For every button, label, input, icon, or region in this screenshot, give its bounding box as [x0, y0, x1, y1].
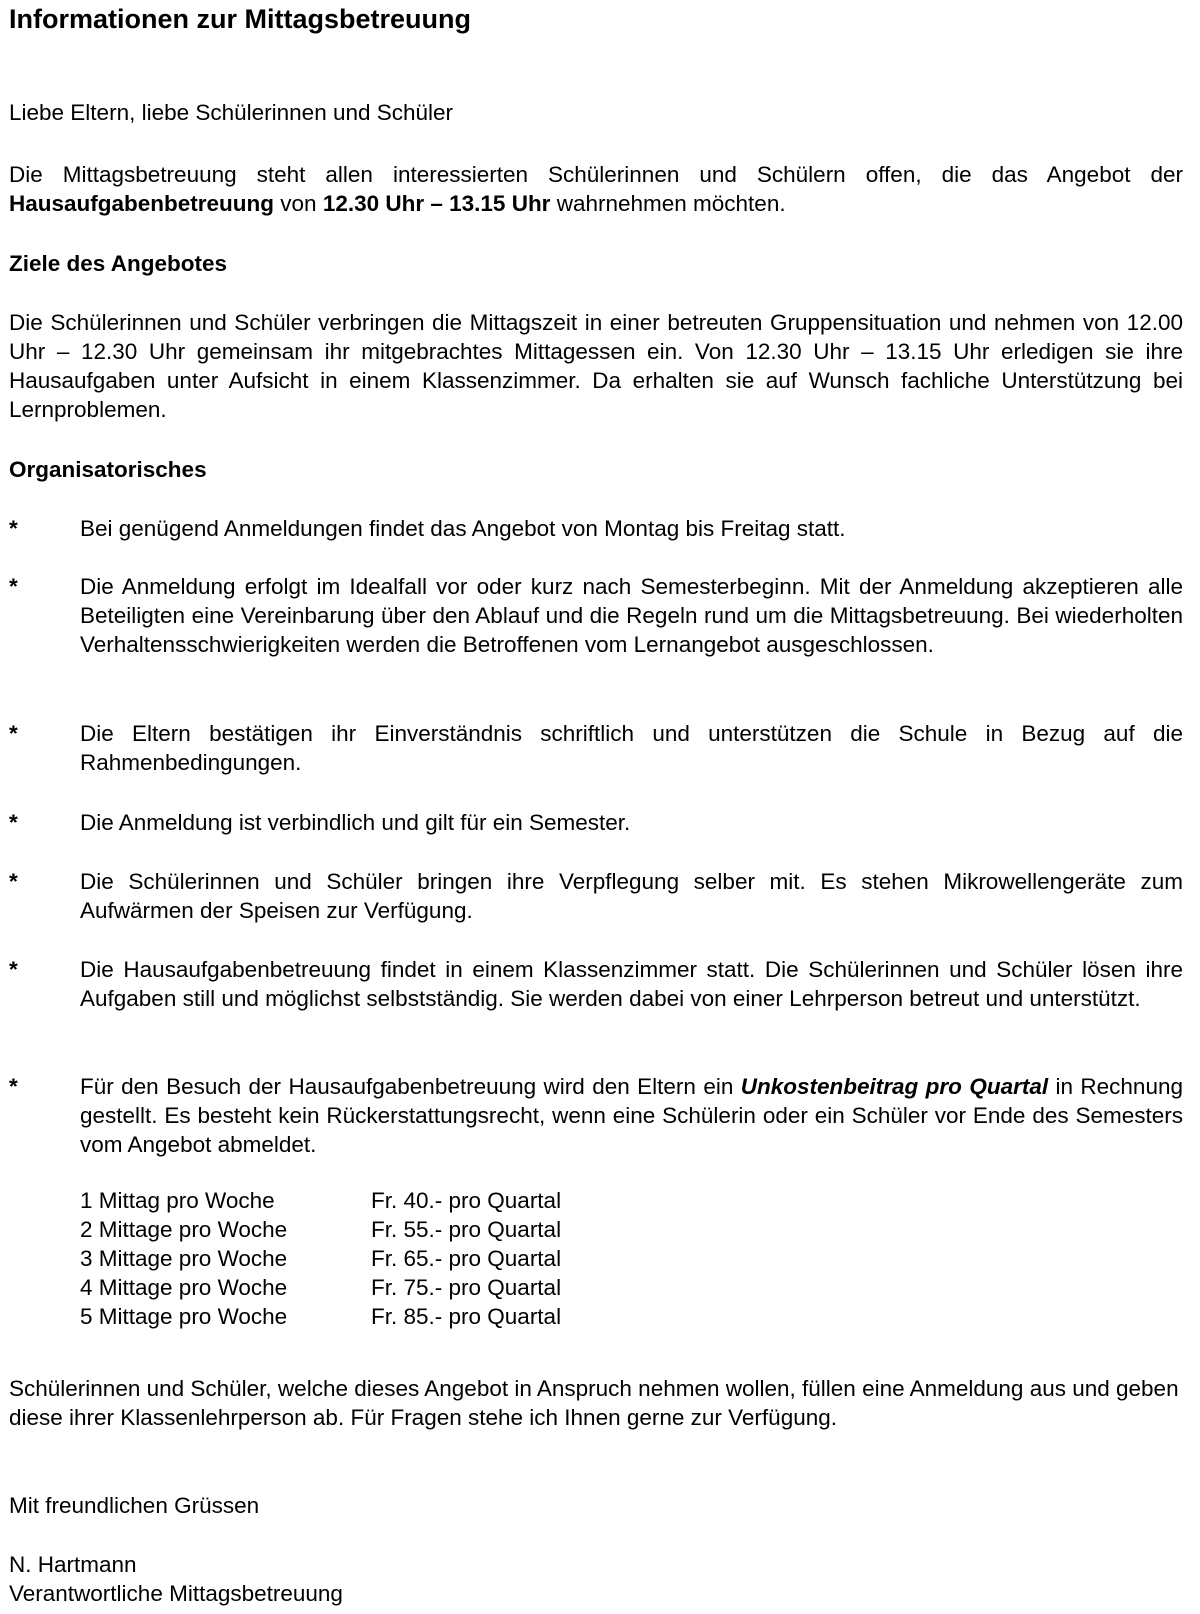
price-frequency: 3 Mittage pro Woche [80, 1246, 288, 1271]
greeting: Liebe Eltern, liebe Schülerinnen und Schüler [9, 100, 454, 125]
list-item-text: Die Schülerinnen und Schüler bringen ihre Verpflegung selber mit. Es stehen Mikrowellengeräte zum Aufwärmen der Speisen zur Verfügung. [80, 869, 1183, 923]
page-title: Informationen zur Mittagsbetreuung [9, 4, 471, 34]
list-item-text: Bei genügend Anmeldungen findet das Angebot von Montag bis Freitag statt. [80, 516, 846, 541]
price-fee: Fr. 55.- pro Quartal [371, 1217, 562, 1242]
table-row [80, 1215, 561, 1244]
price-frequency: 5 Mittage pro Woche [80, 1304, 288, 1329]
closing-paragraph: Schülerinnen und Schüler, welche dieses Angebot in Anspruch nehmen wollen, füllen eine Anmeldung aus und geben diese ihrer Klassenlehrperson ab. Für Fragen stehe ich Ihnen gerne zur Verfügung. [9, 1376, 1179, 1430]
intro-text: Die Mittagsbetreuung steht allen interessierten Schülerinnen und Schülern offen, die das Angebot der [9, 162, 1183, 187]
list-item-text [80, 1072, 1183, 1159]
price-frequency: 2 Mittage pro Woche [80, 1217, 288, 1242]
intro-text: von [274, 191, 323, 216]
intro-bold-service: Hausaufgabenbetreuung [9, 191, 275, 216]
salutation: Mit freundlichen Grüssen [9, 1493, 260, 1518]
table-row [80, 1244, 561, 1273]
bullet-asterisk: * [9, 574, 18, 599]
bullet-asterisk: * [9, 869, 18, 894]
price-frequency: 1 Mittag pro Woche [80, 1188, 275, 1213]
intro-text: wahrnehmen möchten. [550, 191, 786, 216]
table-row [80, 1186, 561, 1215]
bullet-asterisk: * [9, 516, 18, 541]
list-item [9, 955, 1183, 1013]
bullet-asterisk: * [9, 721, 18, 746]
list-item-fee [9, 1072, 1183, 1159]
signer-name: N. Hartmann [9, 1552, 137, 1577]
price-fee: Fr. 40.- pro Quartal [371, 1188, 562, 1213]
price-fee: Fr. 65.- pro Quartal [371, 1246, 562, 1271]
list-item-text: Die Anmeldung ist verbindlich und gilt für ein Semester. [80, 810, 631, 835]
price-table [80, 1186, 561, 1331]
price-fee: Fr. 75.- pro Quartal [371, 1275, 562, 1300]
list-item [9, 719, 1183, 777]
list-item [9, 514, 1183, 543]
fee-emphasis: Unkostenbeitrag pro Quartal [740, 1074, 1049, 1099]
price-fee: Fr. 85.- pro Quartal [371, 1304, 562, 1329]
goals-paragraph: Die Schülerinnen und Schüler verbringen die Mittagszeit in einer betreuten Gruppensituation und nehmen von 12.00 Uhr – 12.30 Uhr gemeinsam ihr mitgebrachtes Mittagessen ein. Von 12.30 Uhr – 13.15 Uhr erledigen sie ihre Hausaufgaben unter Aufsicht in einem Klassenzimmer. Da erhalten sie auf Wunsch fachliche Unterstützung bei Lernproblemen. [9, 310, 1183, 422]
list-item-text: Die Hausaufgabenbetreuung findet in einem Klassenzimmer statt. Die Schülerinnen und Schüler lösen ihre Aufgaben still und möglichst selbstständig. Sie werden dabei von einer Lehrperson betreut und unterstützt. [80, 957, 1183, 1011]
signer-role: Verantwortliche Mittagsbetreuung [9, 1581, 343, 1606]
bullet-asterisk: * [9, 957, 18, 982]
table-row [80, 1273, 561, 1302]
list-item-text: Die Eltern bestätigen ihr Einverständnis schriftlich und unterstützen die Schule in Bezug auf die Rahmenbedingungen. [80, 721, 1183, 775]
bullet-asterisk: * [9, 1074, 18, 1099]
list-item [9, 867, 1183, 925]
list-item [9, 808, 1183, 837]
table-row [80, 1302, 561, 1331]
goals-heading: Ziele des Angebotes [9, 251, 227, 276]
bullet-asterisk: * [9, 810, 18, 835]
organisation-heading: Organisatorisches [9, 457, 207, 482]
intro-bold-time: 12.30 Uhr – 13.15 Uhr [322, 191, 551, 216]
intro-paragraph [9, 160, 1183, 218]
list-item [9, 572, 1183, 659]
fee-text: Für den Besuch der Hausaufgabenbetreuung wird den Eltern ein [80, 1074, 741, 1099]
price-frequency: 4 Mittage pro Woche [80, 1275, 288, 1300]
fee-text: in Rechnung gestellt. Es besteht kein Rückerstattungsrecht, wenn eine Schülerin oder ein Schüler vor Ende des Semesters vom Angebot abmeldet. [80, 1074, 1183, 1157]
list-item-text: Die Anmeldung erfolgt im Idealfall vor oder kurz nach Semesterbeginn. Mit der Anmeldung akzeptieren alle Beteiligten eine Vereinbarung über den Ablauf und die Regeln rund um die Mittagsbetreuung. Bei wiederholten Verhaltensschwierigkeiten werden die Betroffenen vom Lernangebot ausgeschlossen. [80, 574, 1183, 657]
